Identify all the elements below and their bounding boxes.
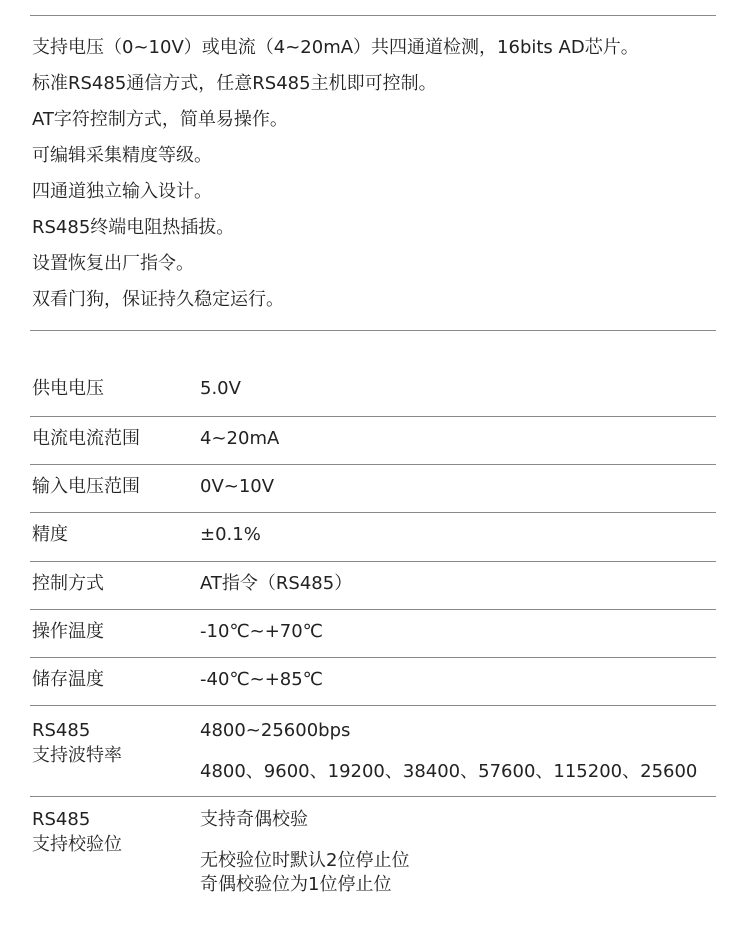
spec-value: AT指令（RS485） [200,573,353,594]
spec-row-baud-rate [30,706,716,797]
feature-item: 标准RS485通信方式，任意RS485主机即可控制。 [32,73,437,94]
spec-value: 支持奇偶校验 [200,809,308,830]
spec-row-accuracy [30,513,716,562]
spec-row-power-voltage [30,364,716,417]
spec-value: 5.0V [200,378,241,399]
spec-value: 0V~10V [200,476,275,497]
spec-row-current-range [30,417,716,465]
spec-label: 储存温度 [32,669,104,690]
spec-row-voltage-range [30,465,716,513]
spec-value: ±0.1% [200,524,261,545]
spec-label: 控制方式 [32,573,104,594]
spec-row-operating-temp [30,610,716,658]
feature-item: 支持电压（0~10V）或电流（4~20mA）共四通道检测，16bits AD芯片。 [32,37,639,58]
spec-value: -40℃~+85℃ [200,669,323,690]
spec-row-control-mode [30,562,716,610]
spec-value: 4~20mA [200,428,280,449]
spec-label: 支持校验位 [32,834,122,855]
section-divider [30,330,716,331]
feature-item: 可编辑采集精度等级。 [32,145,212,166]
feature-list [32,30,722,318]
spec-detail: 4800、9600、19200、38400、57600、115200、25600 [200,761,698,782]
spec-value: -10℃~+70℃ [200,621,323,642]
feature-item: 设置恢复出厂指令。 [32,253,194,274]
spec-label: 精度 [32,524,68,545]
feature-item: 四通道独立输入设计。 [32,181,212,202]
spec-label: 支持波特率 [32,745,122,766]
spec-detail: 无校验位时默认2位停止位 [200,850,410,871]
spec-detail: 奇偶校验位为1位停止位 [200,874,392,895]
top-divider [30,15,716,16]
spec-row-storage-temp [30,658,716,706]
spec-label: RS485 [32,720,91,741]
spec-value: 4800~25600bps [200,720,351,741]
spec-row-parity [30,797,716,917]
feature-item: 双看门狗，保证持久稳定运行。 [32,289,284,310]
feature-item: AT字符控制方式，简单易操作。 [32,109,288,130]
spec-label: 电流电流范围 [32,428,140,449]
spec-label: 操作温度 [32,621,104,642]
spec-label: RS485 [32,809,91,830]
spec-table [30,364,716,917]
spec-label: 输入电压范围 [32,476,140,497]
spec-label: 供电电压 [32,378,104,399]
feature-item: RS485终端电阻热插拔。 [32,217,235,238]
